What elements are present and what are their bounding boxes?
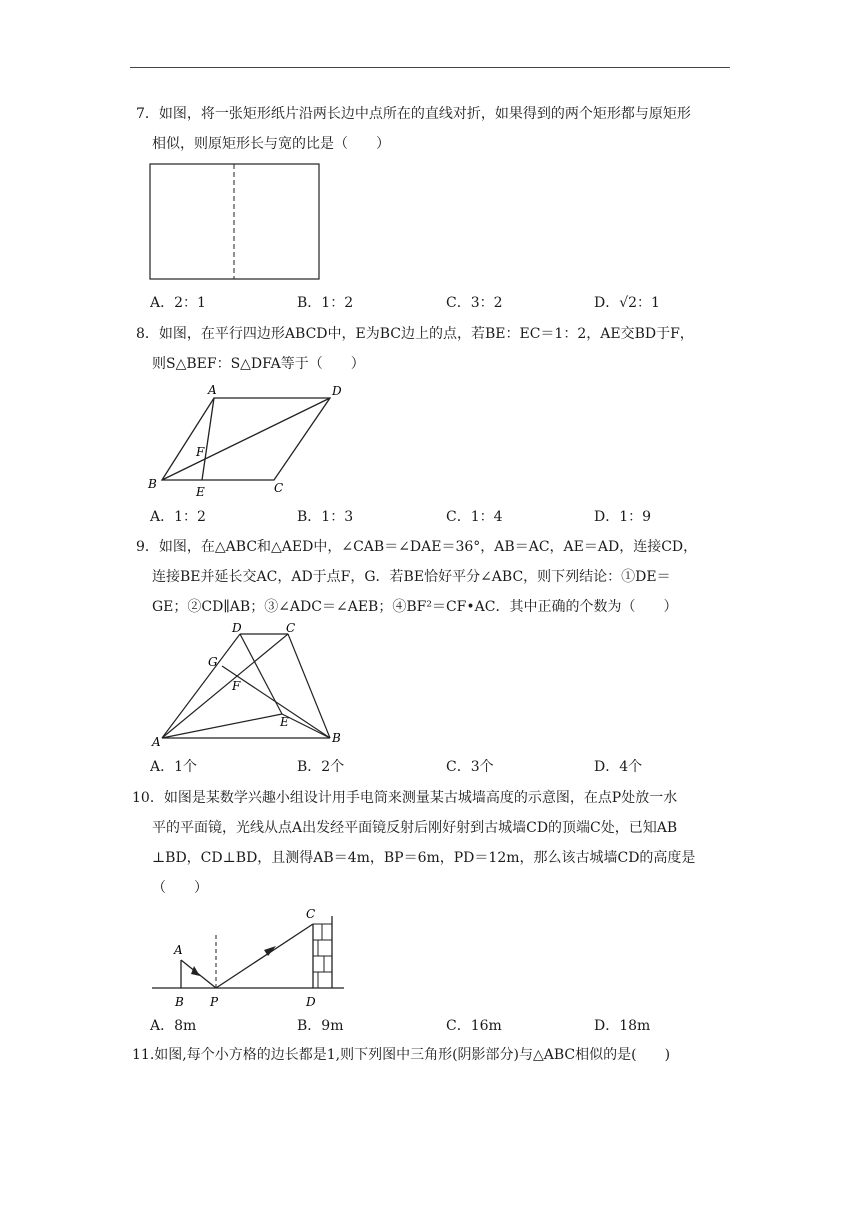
q10-figure-wall-mirror xyxy=(148,902,348,1010)
q7-line-2: 相似，则原矩形长与宽的比是（ ） xyxy=(152,136,390,152)
q10-label-a: A xyxy=(174,943,183,957)
q8-option-b[interactable]: B．1：3 xyxy=(297,509,354,525)
q9-label-a: A xyxy=(152,735,161,749)
q9-label-g: G xyxy=(208,655,218,669)
q10-line-2: 平的平面镜，光线从点A出发经平面镜反射后刚好射到古城墙CD的顶端C处，已知AB xyxy=(152,820,678,836)
q10-line-3: ⊥BD，CD⊥BD，且测得AB＝4m，BP＝6m，PD＝12m，那么该古城墙CD的高度是 xyxy=(152,850,696,866)
q9-label-d: D xyxy=(232,622,242,635)
q7-line-1: 7．如图，将一张矩形纸片沿两长边中点所在的直线对折，如果得到的两个矩形都与原矩形 xyxy=(136,106,691,122)
q10-option-d[interactable]: D．18m xyxy=(594,1018,651,1034)
q9-label-b: B xyxy=(332,731,341,745)
q8-figure-parallelogram xyxy=(144,380,348,500)
q9-option-d[interactable]: D．4个 xyxy=(594,759,643,775)
q8-label-e: E xyxy=(196,485,205,499)
q9-option-a[interactable]: A．1个 xyxy=(150,759,198,775)
q10-line-4: （ ） xyxy=(152,880,208,896)
q7-option-c[interactable]: C．3：2 xyxy=(446,295,503,311)
q8-option-c[interactable]: C．1：4 xyxy=(446,509,503,525)
q9-label-f: F xyxy=(232,679,241,693)
q9-option-c[interactable]: C．3个 xyxy=(446,759,494,775)
q10-line-1: 10．如图是某数学兴趣小组设计用手电筒来测量某古城墙高度的示意图，在点P处放一水 xyxy=(132,790,678,806)
q9-line-3: GE；②CD∥AB；③∠ADC＝∠AEB；④BF²＝CF•AC．其中正确的个数为（ ） xyxy=(152,599,678,615)
q11-line-1: 11.如图,每个小方格的边长都是1,则下列图中三角形(阴影部分)与△ABC相似的是( ) xyxy=(132,1047,671,1063)
q8-line-1: 8．如图，在平行四边形ABCD中，E为BC边上的点，若BE：EC＝1：2，AE交BD于F， xyxy=(136,326,694,342)
q7-option-b[interactable]: B．1：2 xyxy=(297,295,354,311)
q7-figure-rectangle xyxy=(148,162,322,282)
q9-line-1: 9．如图，在△ABC和△AED中，∠CAB＝∠DAE＝36°，AB＝AC，AE＝AD，连接CD， xyxy=(136,539,698,555)
q10-option-b[interactable]: B．9m xyxy=(297,1018,344,1034)
q7-option-a[interactable]: A．2：1 xyxy=(150,295,206,311)
q9-figure-triangles xyxy=(148,622,348,750)
q8-option-a[interactable]: A．1：2 xyxy=(150,509,206,525)
q8-label-c: C xyxy=(274,481,284,495)
q9-label-c: C xyxy=(286,622,296,635)
q8-label-b: B xyxy=(148,477,157,491)
q10-option-c[interactable]: C．16m xyxy=(446,1018,502,1034)
q7-option-d[interactable]: D．√2：1 xyxy=(594,295,660,311)
q9-label-e: E xyxy=(280,715,289,729)
q10-label-d: D xyxy=(306,995,316,1009)
q9-line-2: 连接BE并延长交AC，AD于点F，G．若BE恰好平分∠ABC，则下列结论：①DE＝ xyxy=(152,569,671,585)
q8-label-f: F xyxy=(196,445,205,459)
q8-label-d: D xyxy=(332,384,342,398)
q10-label-p: P xyxy=(210,995,219,1009)
q8-label-a: A xyxy=(208,383,217,397)
header-rule xyxy=(130,67,730,68)
q8-option-d[interactable]: D．1：9 xyxy=(594,509,652,525)
q10-label-b: B xyxy=(175,995,184,1009)
q10-option-a[interactable]: A．8m xyxy=(150,1018,197,1034)
q8-line-2: 则S△BEF：S△DFA等于（ ） xyxy=(152,356,365,372)
q9-option-b[interactable]: B．2个 xyxy=(297,759,345,775)
q10-label-c: C xyxy=(306,907,316,921)
